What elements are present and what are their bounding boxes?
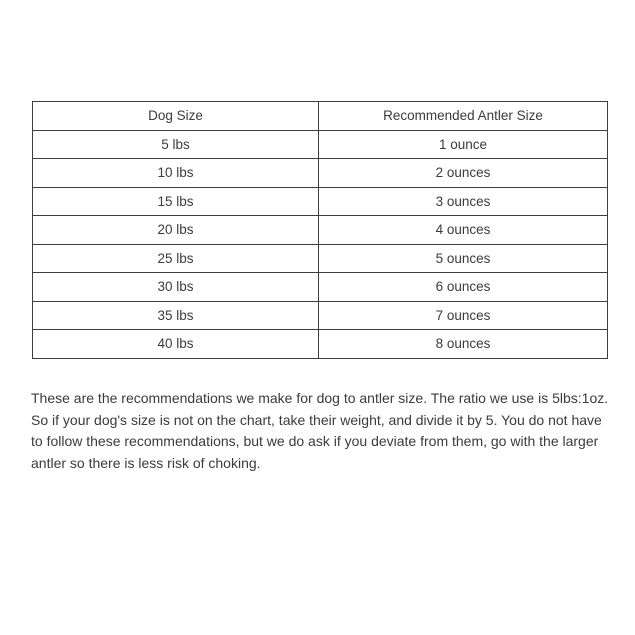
cell-antler-size: 7 ounces (319, 301, 608, 330)
header-cell-dog-size: Dog Size (33, 102, 319, 131)
antler-size-table (32, 101, 608, 359)
table-row (33, 187, 608, 216)
recommendation-note: These are the recommendations we make for dog to antler size. The ratio we use is 5lbs:1oz. So if your dog's size is not on the chart, take their weight, and divide it by 5. You do not have to follow these recommendations, but we do ask if you deviate from them, go with the larger antler so there is less risk of choking. (31, 390, 609, 471)
cell-antler-size: 5 ounces (319, 244, 608, 273)
cell-antler-size: 2 ounces (319, 159, 608, 188)
cell-antler-size: 4 ounces (319, 216, 608, 245)
cell-dog-size: 10 lbs (33, 159, 319, 188)
table-row (33, 159, 608, 188)
table-row (33, 273, 608, 302)
cell-dog-size: 25 lbs (33, 244, 319, 273)
table-row (33, 130, 608, 159)
cell-dog-size: 15 lbs (33, 187, 319, 216)
cell-dog-size: 20 lbs (33, 216, 319, 245)
cell-antler-size: 3 ounces (319, 187, 608, 216)
table-header-row (33, 102, 608, 131)
table-row (33, 216, 608, 245)
cell-dog-size: 5 lbs (33, 130, 319, 159)
cell-dog-size: 30 lbs (33, 273, 319, 302)
table-row (33, 330, 608, 359)
header-cell-antler-size: Recommended Antler Size (319, 102, 608, 131)
cell-dog-size: 40 lbs (33, 330, 319, 359)
table-row (33, 244, 608, 273)
cell-dog-size: 35 lbs (33, 301, 319, 330)
table-row (33, 301, 608, 330)
cell-antler-size: 8 ounces (319, 330, 608, 359)
cell-antler-size: 6 ounces (319, 273, 608, 302)
cell-antler-size: 1 ounce (319, 130, 608, 159)
antler-size-table-container (32, 101, 608, 359)
